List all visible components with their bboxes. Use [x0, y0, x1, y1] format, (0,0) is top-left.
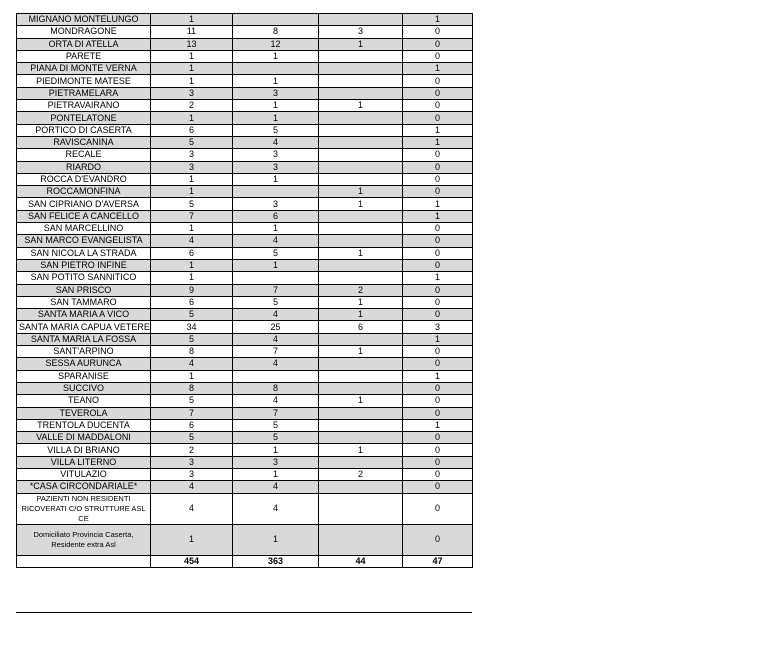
value-cell-1: 5 — [151, 333, 233, 345]
municipality-name-cell: TEVEROLA — [17, 407, 151, 419]
value-cell-1: 2 — [151, 100, 233, 112]
value-cell-3: 1 — [319, 346, 403, 358]
value-cell-1: 6 — [151, 247, 233, 259]
value-cell-4: 3 — [403, 321, 473, 333]
value-cell-4: 1 — [403, 419, 473, 431]
municipality-name-cell: SAN POTITO SANNITICO — [17, 272, 151, 284]
value-cell-2 — [233, 14, 319, 26]
table-row — [17, 346, 473, 358]
municipality-name-cell: SAN NICOLA LA STRADA — [17, 247, 151, 259]
table-row — [17, 235, 473, 247]
value-cell-1: 4 — [151, 481, 233, 493]
value-cell-4: 0 — [403, 259, 473, 271]
value-cell-2: 1 — [233, 173, 319, 185]
value-cell-3 — [319, 407, 403, 419]
municipality-name-cell: PIANA DI MONTE VERNA — [17, 63, 151, 75]
value-cell-2: 3 — [233, 149, 319, 161]
municipality-name-cell: SAN PIETRO INFINE — [17, 259, 151, 271]
value-cell-2: 1 — [233, 444, 319, 456]
table-row — [17, 272, 473, 284]
table-row — [17, 136, 473, 148]
table-row — [17, 161, 473, 173]
value-cell-2: 5 — [233, 432, 319, 444]
value-cell-4: 0 — [403, 75, 473, 87]
value-cell-1: 9 — [151, 284, 233, 296]
table-row — [17, 395, 473, 407]
value-cell-3 — [319, 75, 403, 87]
value-cell-3 — [319, 223, 403, 235]
municipality-name-cell: Domiciliato Provincia Caserta, Residente extra Asl — [17, 524, 151, 555]
value-cell-4: 0 — [403, 112, 473, 124]
municipality-name-cell: SAN TAMMARO — [17, 296, 151, 308]
value-cell-3 — [319, 382, 403, 394]
value-cell-3 — [319, 63, 403, 75]
value-cell-4: 0 — [403, 161, 473, 173]
table-row — [17, 100, 473, 112]
municipality-name-cell: ROCCAMONFINA — [17, 186, 151, 198]
value-cell-1: 5 — [151, 198, 233, 210]
value-cell-4: 0 — [403, 173, 473, 185]
table-row — [17, 112, 473, 124]
value-cell-3 — [319, 124, 403, 136]
value-cell-4: 0 — [403, 223, 473, 235]
table-row — [17, 407, 473, 419]
table-row — [17, 432, 473, 444]
value-cell-1: 5 — [151, 432, 233, 444]
table-row — [17, 382, 473, 394]
table-row — [17, 468, 473, 480]
value-cell-4: 1 — [403, 272, 473, 284]
table-row — [17, 124, 473, 136]
value-cell-4: 0 — [403, 309, 473, 321]
value-cell-2: 4 — [233, 493, 319, 524]
value-cell-3: 1 — [319, 309, 403, 321]
value-cell-3: 1 — [319, 395, 403, 407]
value-cell-1: 5 — [151, 309, 233, 321]
value-cell-3 — [319, 161, 403, 173]
value-cell-2: 3 — [233, 87, 319, 99]
municipality-name-cell: TRENTOLA DUCENTA — [17, 419, 151, 431]
municipality-name-cell: *CASA CIRCONDARIALE* — [17, 481, 151, 493]
value-cell-3: 6 — [319, 321, 403, 333]
table-row — [17, 524, 473, 555]
value-cell-4: 0 — [403, 382, 473, 394]
value-cell-3 — [319, 524, 403, 555]
value-cell-3 — [319, 210, 403, 222]
table-row — [17, 259, 473, 271]
total-cell-2: 363 — [233, 555, 319, 567]
value-cell-1: 1 — [151, 75, 233, 87]
value-cell-2 — [233, 186, 319, 198]
value-cell-1: 6 — [151, 296, 233, 308]
value-cell-3 — [319, 370, 403, 382]
municipality-table — [16, 13, 473, 568]
table-row — [17, 14, 473, 26]
value-cell-1: 1 — [151, 186, 233, 198]
table-row — [17, 493, 473, 524]
value-cell-1: 1 — [151, 173, 233, 185]
value-cell-1: 4 — [151, 235, 233, 247]
table-row — [17, 370, 473, 382]
municipality-name-cell: SAN MARCELLINO — [17, 223, 151, 235]
table-row — [17, 198, 473, 210]
value-cell-2: 1 — [233, 259, 319, 271]
table-row — [17, 63, 473, 75]
value-cell-4: 0 — [403, 395, 473, 407]
value-cell-3: 1 — [319, 296, 403, 308]
value-cell-4: 1 — [403, 136, 473, 148]
value-cell-4: 0 — [403, 407, 473, 419]
municipality-name-cell: TEANO — [17, 395, 151, 407]
value-cell-3 — [319, 149, 403, 161]
totals-row — [17, 555, 473, 567]
value-cell-2: 7 — [233, 284, 319, 296]
value-cell-4: 1 — [403, 333, 473, 345]
value-cell-4: 0 — [403, 38, 473, 50]
municipality-name-cell: PIEDIMONTE MATESE — [17, 75, 151, 87]
value-cell-3 — [319, 432, 403, 444]
value-cell-3: 2 — [319, 468, 403, 480]
total-cell-3: 44 — [319, 555, 403, 567]
value-cell-2: 8 — [233, 26, 319, 38]
value-cell-4: 0 — [403, 444, 473, 456]
value-cell-3: 1 — [319, 198, 403, 210]
value-cell-1: 3 — [151, 456, 233, 468]
value-cell-3 — [319, 481, 403, 493]
table-row — [17, 38, 473, 50]
municipality-name-cell: PIETRAVAIRANO — [17, 100, 151, 112]
value-cell-3: 1 — [319, 247, 403, 259]
value-cell-3: 3 — [319, 26, 403, 38]
value-cell-4: 0 — [403, 468, 473, 480]
value-cell-3 — [319, 333, 403, 345]
value-cell-1: 1 — [151, 50, 233, 62]
municipality-name-cell: SANTA MARIA LA FOSSA — [17, 333, 151, 345]
value-cell-4: 0 — [403, 358, 473, 370]
municipality-name-cell: SUCCIVO — [17, 382, 151, 394]
table-row — [17, 321, 473, 333]
municipality-name-cell: SAN MARCO EVANGELISTA — [17, 235, 151, 247]
value-cell-3 — [319, 50, 403, 62]
value-cell-4: 0 — [403, 481, 473, 493]
table-row — [17, 149, 473, 161]
municipality-name-cell: PAZIENTI NON RESIDENTI RICOVERATI C/O STRUTTURE ASL CE — [17, 493, 151, 524]
value-cell-4: 0 — [403, 87, 473, 99]
value-cell-1: 7 — [151, 210, 233, 222]
bottom-divider — [16, 612, 472, 613]
value-cell-4: 1 — [403, 63, 473, 75]
table-row — [17, 333, 473, 345]
value-cell-1: 1 — [151, 14, 233, 26]
value-cell-2: 25 — [233, 321, 319, 333]
municipality-name-cell: SANTA MARIA A VICO — [17, 309, 151, 321]
municipality-name-cell: PORTICO DI CASERTA — [17, 124, 151, 136]
municipality-name-cell: VILLA DI BRIANO — [17, 444, 151, 456]
table-row — [17, 87, 473, 99]
value-cell-4: 0 — [403, 247, 473, 259]
table-row — [17, 223, 473, 235]
value-cell-3 — [319, 493, 403, 524]
value-cell-1: 1 — [151, 63, 233, 75]
value-cell-3 — [319, 358, 403, 370]
municipality-name-cell: MIGNANO MONTELUNGO — [17, 14, 151, 26]
value-cell-4: 0 — [403, 50, 473, 62]
value-cell-2: 1 — [233, 524, 319, 555]
value-cell-4: 0 — [403, 149, 473, 161]
table-row — [17, 173, 473, 185]
value-cell-3: 1 — [319, 186, 403, 198]
value-cell-3: 2 — [319, 284, 403, 296]
table-row — [17, 50, 473, 62]
municipality-name-cell: SESSA AURUNCA — [17, 358, 151, 370]
value-cell-1: 6 — [151, 124, 233, 136]
value-cell-1: 3 — [151, 149, 233, 161]
table-row — [17, 419, 473, 431]
municipality-name-cell: MONDRAGONE — [17, 26, 151, 38]
value-cell-2: 4 — [233, 395, 319, 407]
value-cell-3 — [319, 456, 403, 468]
value-cell-1: 1 — [151, 223, 233, 235]
value-cell-1: 1 — [151, 524, 233, 555]
value-cell-3 — [319, 173, 403, 185]
value-cell-2: 1 — [233, 50, 319, 62]
value-cell-2: 1 — [233, 223, 319, 235]
value-cell-2: 5 — [233, 296, 319, 308]
value-cell-3 — [319, 259, 403, 271]
value-cell-2: 7 — [233, 407, 319, 419]
value-cell-2: 7 — [233, 346, 319, 358]
value-cell-3: 1 — [319, 38, 403, 50]
value-cell-2: 1 — [233, 112, 319, 124]
value-cell-1: 3 — [151, 468, 233, 480]
value-cell-2 — [233, 272, 319, 284]
municipality-name-cell: ORTA DI ATELLA — [17, 38, 151, 50]
table-row — [17, 284, 473, 296]
value-cell-4: 1 — [403, 210, 473, 222]
municipality-name-cell: SPARANISE — [17, 370, 151, 382]
value-cell-2: 4 — [233, 481, 319, 493]
table-row — [17, 481, 473, 493]
value-cell-2: 5 — [233, 419, 319, 431]
value-cell-1: 4 — [151, 493, 233, 524]
value-cell-1: 8 — [151, 346, 233, 358]
value-cell-1: 13 — [151, 38, 233, 50]
value-cell-2: 6 — [233, 210, 319, 222]
municipality-name-cell: PONTELATONE — [17, 112, 151, 124]
municipality-name-cell: SAN PRISCO — [17, 284, 151, 296]
table-row — [17, 456, 473, 468]
value-cell-2: 4 — [233, 333, 319, 345]
value-cell-2: 3 — [233, 198, 319, 210]
table-row — [17, 358, 473, 370]
value-cell-3 — [319, 14, 403, 26]
total-cell-4: 47 — [403, 555, 473, 567]
value-cell-2: 1 — [233, 468, 319, 480]
value-cell-2: 3 — [233, 456, 319, 468]
value-cell-3: 1 — [319, 444, 403, 456]
value-cell-3 — [319, 419, 403, 431]
value-cell-2: 8 — [233, 382, 319, 394]
table-row — [17, 247, 473, 259]
value-cell-4: 0 — [403, 235, 473, 247]
value-cell-3 — [319, 272, 403, 284]
value-cell-4: 1 — [403, 370, 473, 382]
table-row — [17, 444, 473, 456]
value-cell-4: 0 — [403, 284, 473, 296]
value-cell-1: 3 — [151, 161, 233, 173]
value-cell-4: 1 — [403, 198, 473, 210]
value-cell-1: 1 — [151, 272, 233, 284]
municipality-name-cell: VALLE DI MADDALONI — [17, 432, 151, 444]
value-cell-2: 3 — [233, 161, 319, 173]
municipality-name-cell: SAN CIPRIANO D'AVERSA — [17, 198, 151, 210]
value-cell-2: 1 — [233, 100, 319, 112]
municipality-name-cell: PARETE — [17, 50, 151, 62]
value-cell-2: 4 — [233, 235, 319, 247]
value-cell-1: 1 — [151, 259, 233, 271]
value-cell-1: 3 — [151, 87, 233, 99]
table-row — [17, 210, 473, 222]
value-cell-2: 12 — [233, 38, 319, 50]
value-cell-2: 1 — [233, 75, 319, 87]
value-cell-1: 5 — [151, 395, 233, 407]
totals-label-cell — [17, 555, 151, 567]
municipality-name-cell: RECALE — [17, 149, 151, 161]
value-cell-1: 11 — [151, 26, 233, 38]
table-row — [17, 309, 473, 321]
table-row — [17, 186, 473, 198]
value-cell-4: 0 — [403, 296, 473, 308]
value-cell-1: 1 — [151, 370, 233, 382]
table-row — [17, 26, 473, 38]
value-cell-1: 6 — [151, 419, 233, 431]
value-cell-4: 0 — [403, 26, 473, 38]
value-cell-4: 0 — [403, 100, 473, 112]
municipality-name-cell: VITULAZIO — [17, 468, 151, 480]
value-cell-3 — [319, 136, 403, 148]
value-cell-4: 1 — [403, 124, 473, 136]
value-cell-3 — [319, 235, 403, 247]
municipality-name-cell: SAN FELICE A CANCELLO — [17, 210, 151, 222]
total-cell-1: 454 — [151, 555, 233, 567]
value-cell-4: 0 — [403, 456, 473, 468]
municipality-name-cell: SANT'ARPINO — [17, 346, 151, 358]
municipality-name-cell: RAVISCANINA — [17, 136, 151, 148]
value-cell-4: 0 — [403, 493, 473, 524]
municipality-name-cell: VILLA LITERNO — [17, 456, 151, 468]
value-cell-1: 7 — [151, 407, 233, 419]
municipality-name-cell: RIARDO — [17, 161, 151, 173]
value-cell-3: 1 — [319, 100, 403, 112]
municipality-name-cell: ROCCA D'EVANDRO — [17, 173, 151, 185]
value-cell-1: 1 — [151, 112, 233, 124]
value-cell-4: 0 — [403, 524, 473, 555]
value-cell-2: 4 — [233, 358, 319, 370]
municipality-name-cell: PIETRAMELARA — [17, 87, 151, 99]
value-cell-4: 0 — [403, 346, 473, 358]
value-cell-1: 5 — [151, 136, 233, 148]
value-cell-2: 5 — [233, 124, 319, 136]
municipality-name-cell: SANTA MARIA CAPUA VETERE — [17, 321, 151, 333]
value-cell-4: 0 — [403, 186, 473, 198]
value-cell-3 — [319, 87, 403, 99]
table-body — [17, 14, 473, 568]
value-cell-4: 0 — [403, 432, 473, 444]
table-row — [17, 75, 473, 87]
value-cell-4: 1 — [403, 14, 473, 26]
value-cell-1: 2 — [151, 444, 233, 456]
value-cell-2 — [233, 63, 319, 75]
value-cell-2: 5 — [233, 247, 319, 259]
value-cell-1: 4 — [151, 358, 233, 370]
value-cell-2: 4 — [233, 136, 319, 148]
value-cell-1: 8 — [151, 382, 233, 394]
value-cell-3 — [319, 112, 403, 124]
value-cell-1: 34 — [151, 321, 233, 333]
table-row — [17, 296, 473, 308]
value-cell-2: 4 — [233, 309, 319, 321]
value-cell-2 — [233, 370, 319, 382]
